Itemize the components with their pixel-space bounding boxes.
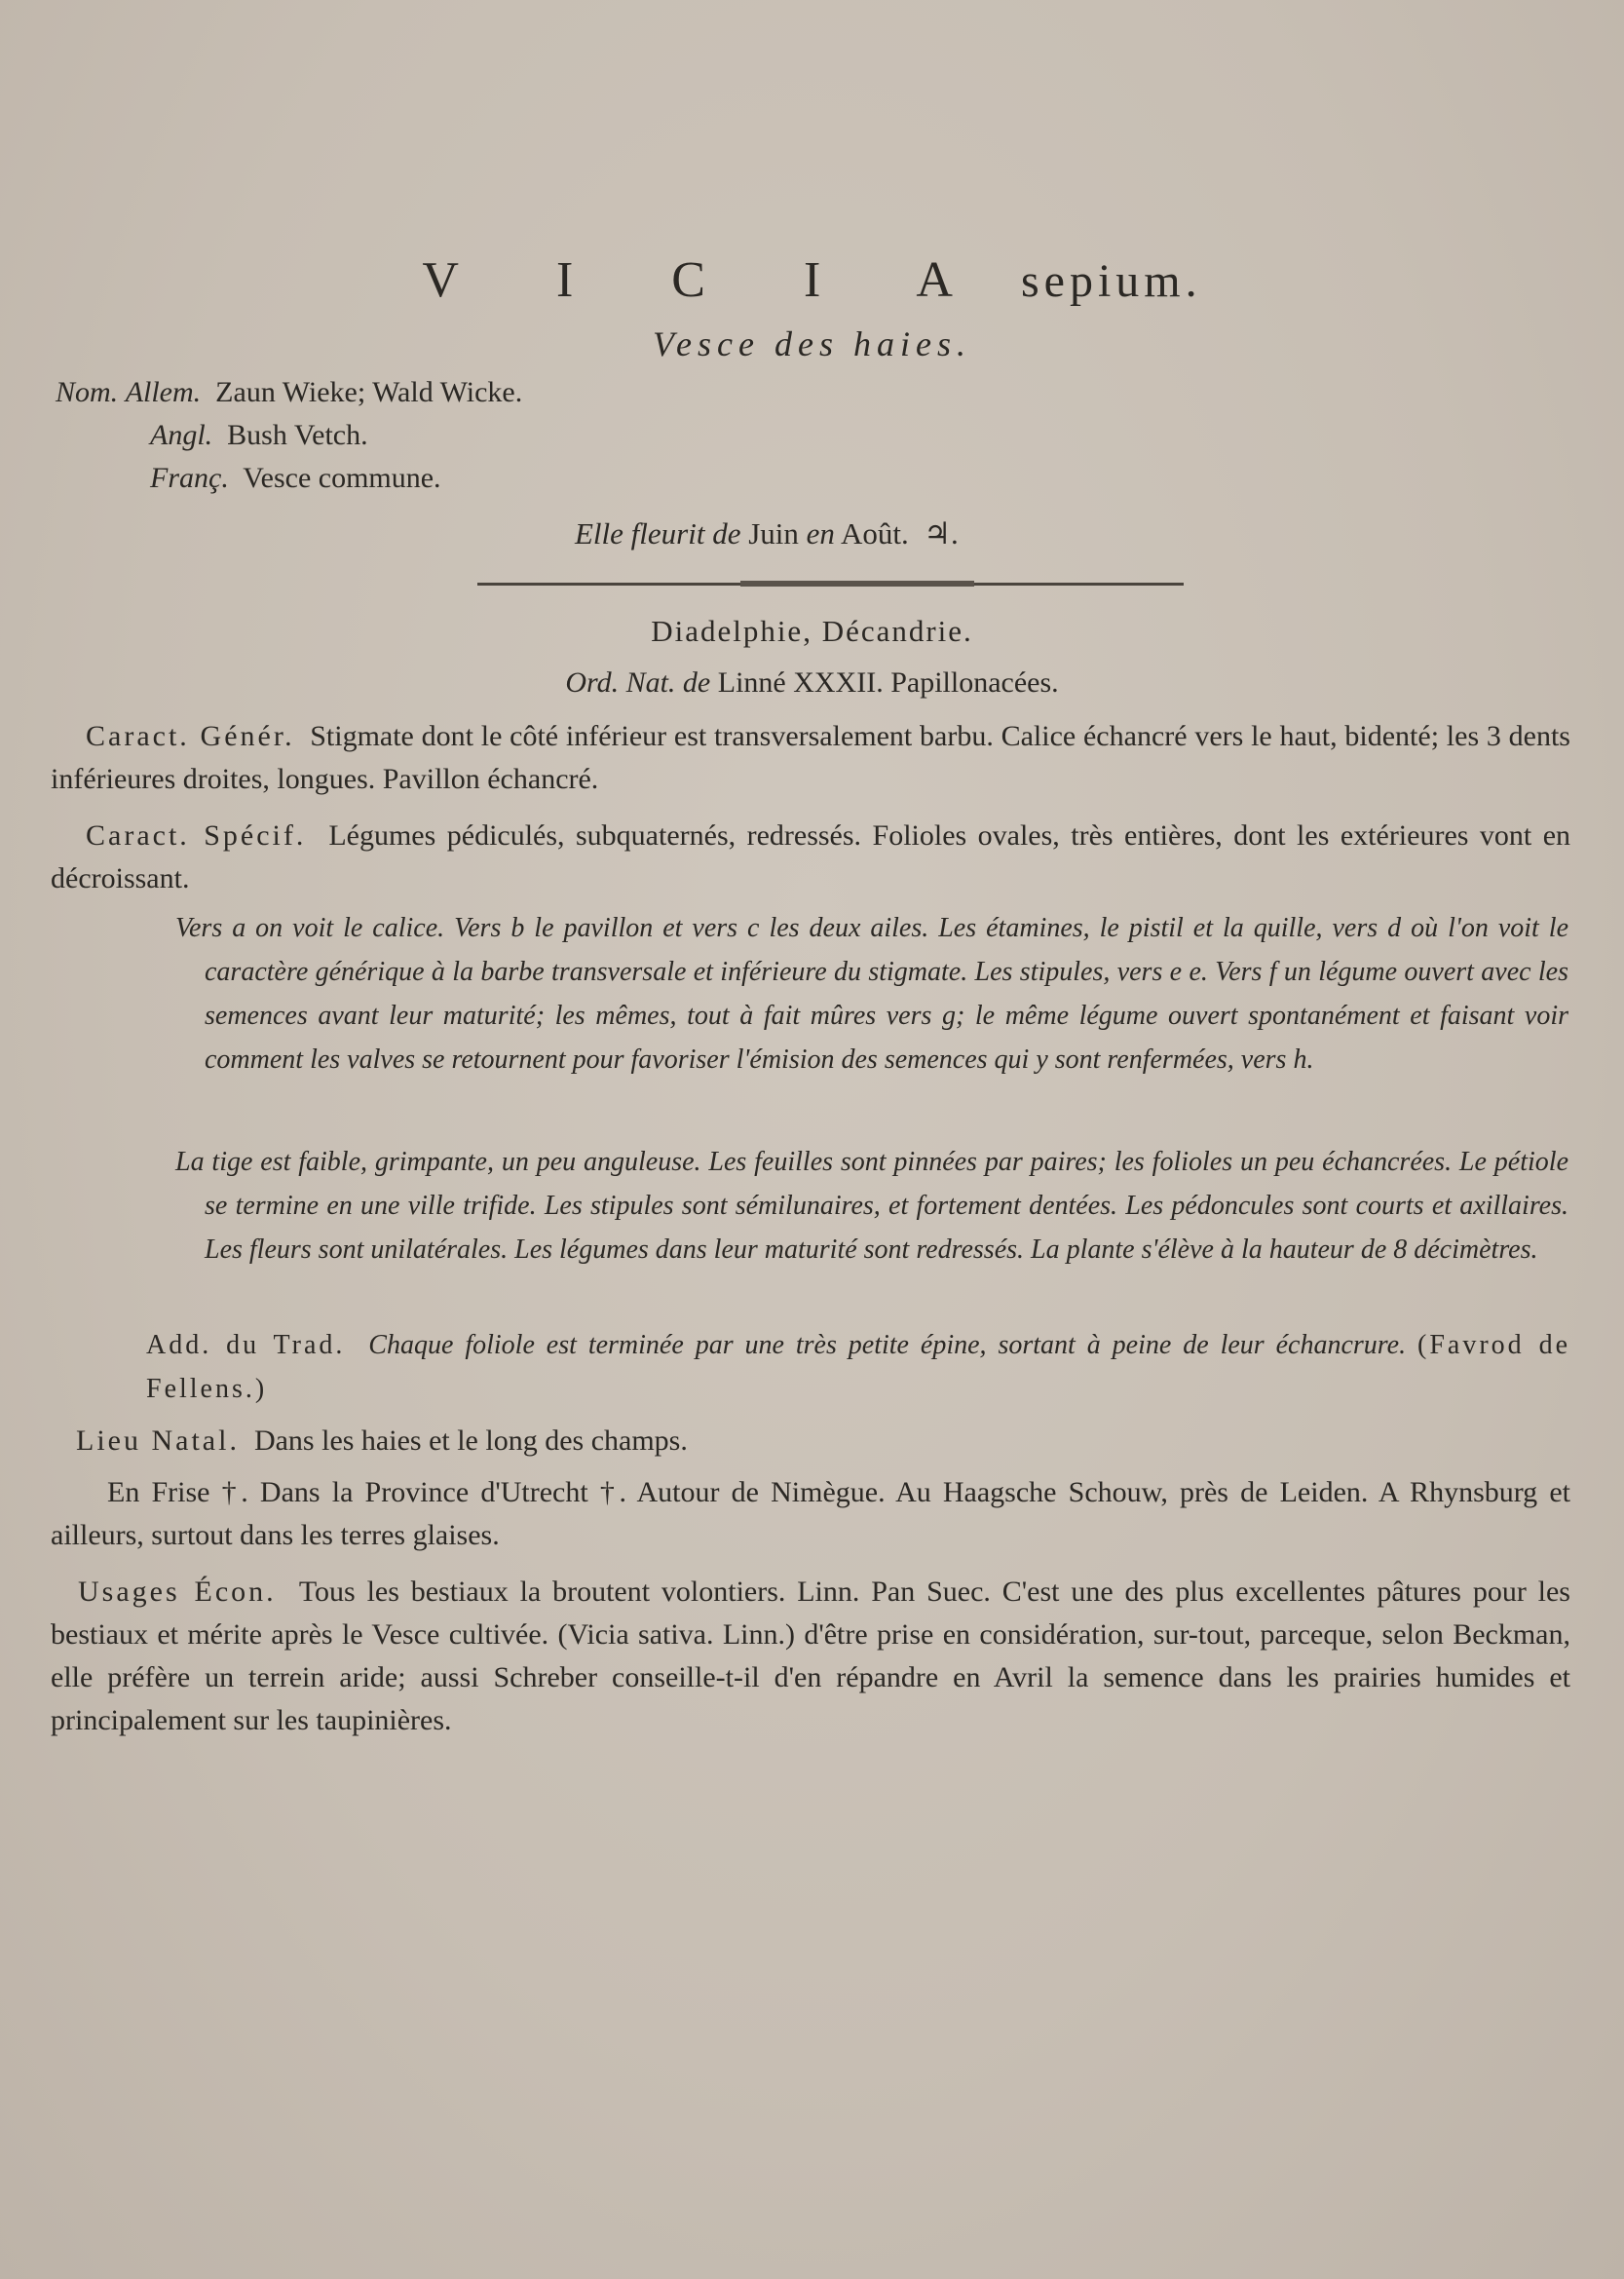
nom-label: Nom. <box>56 376 119 408</box>
caract-gener-label: Caract. Génér. <box>86 720 295 752</box>
angl-label: Angl. <box>150 419 213 451</box>
economic-uses <box>51 1571 1570 1742</box>
names-line-english <box>150 419 368 452</box>
figure-explanation: Vers a on voit le calice. Vers b le pavillon et vers c les deux ailes. Les étamines, le pistil et la quille, vers d où l'on voit le caractère générique à la barbe transversale et inférieure du stigmate. Les stipules, vers e e. Vers f un légume ouvert avec les semences avant leur maturité; les mêmes, tout à fait mûres vers g; le même légume ouvert spontanément et faisant voir comment les valves se retournent pour favoriser l'émision des semences qui y sont renfermées, vers h. <box>175 913 1568 1075</box>
locations: En Frise †. Dans la Province d'Utrecht †. Autour de Nimègue. Au Haagsche Schouw, près de Leiden. A Rhynsburg et ailleurs, surtout dans les terres glaises. <box>51 1476 1570 1551</box>
perennial-symbol: ♃. <box>924 516 959 551</box>
caract-specif-label: Caract. Spécif. <box>86 819 307 852</box>
addition-text: Chaque foliole est terminée par une très petite épine, sortant à peine de leur échancrure. <box>368 1330 1407 1360</box>
addition-label: Add. du Trad. <box>146 1330 346 1360</box>
genus-name: V I C I A <box>422 252 996 308</box>
ord-rest: Linné XXXII. Papillonacées. <box>717 666 1059 699</box>
german-names: Zaun Wieke; Wald Wicke. <box>215 376 523 408</box>
natural-order <box>0 666 1624 700</box>
species-epithet: sepium. <box>1020 255 1202 307</box>
plant-description: La tige est faible, grimpante, un peu anguleuse. Les feuilles sont pinnées par paires; les folioles un peu échancrées. Le pétiole se termine en une ville trifide. Les stipules sont sémilunaires, et fortement dentées. Les pédoncules sont courts et axillaires. Les fleurs sont unilatérales. Les légumes dans leur maturité sont redressés. La plante s'élève à la hauteur de 8 décimètres. <box>175 1147 1568 1265</box>
caract-specif <box>51 815 1570 900</box>
flowering-period <box>0 516 1624 551</box>
usages-label: Usages Écon. <box>78 1576 277 1608</box>
usages-text: Tous les bestiaux la broutent volontiers. Linn. Pan Suec. C'est une des plus excellentes pâtures pour les bestiaux et mérite après le Vesce cultivée. (Vicia sativa. Linn.) d'être prise en considération, sur-tout, parceque, selon Beckman, elle préfère un terrein aride; aussi Schreber conseille-t-il d'en répandre en Avril la semence dans les prairies humides et principalement sur les taupinières. <box>51 1576 1570 1736</box>
ord-nat-label: Ord. Nat. <box>565 666 676 699</box>
native-habitat <box>76 1424 688 1458</box>
caract-specif-text: Légumes pédiculés, subquaternés, redressés. Folioles ovales, très entières, dont les extérieures vont en décroissant. <box>51 819 1571 894</box>
linnaean-class: Diadelphie, Décandrie. <box>651 614 973 648</box>
divider-rule-center <box>740 581 974 587</box>
page-title <box>0 251 1624 309</box>
french-common-name: Vesce des haies. <box>653 324 971 363</box>
caract-gener-text: Stigmate dont le côté inférieur est transversalement barbu. Calice échancré vers le haut, bidenté; les 3 dents inférieures droites, longues. Pavillon échancré. <box>51 720 1570 795</box>
lieu-text: Dans les haies et le long des champs. <box>253 1424 688 1457</box>
lieu-label: Lieu Natal. <box>76 1424 240 1457</box>
names-line-french <box>150 462 441 495</box>
addition-attribution: (Favrod de Fellens.) <box>146 1330 1571 1404</box>
allem-label: Allem. <box>125 376 202 408</box>
franc-label: Franç. <box>150 462 229 494</box>
caract-gener <box>51 715 1570 801</box>
flowering-pre: Elle fleurit <box>575 516 705 551</box>
english-name: Bush Vetch. <box>227 419 368 451</box>
ord-de: de <box>682 666 711 699</box>
flowering-june: Juin <box>748 516 799 551</box>
flowering-en: en <box>806 516 835 551</box>
translator-addition <box>146 1323 1570 1411</box>
french-name: Vesce commune. <box>243 462 441 494</box>
flowering-de: de <box>712 516 741 551</box>
names-line-german <box>56 376 522 409</box>
flowering-august: Août. <box>840 516 909 551</box>
